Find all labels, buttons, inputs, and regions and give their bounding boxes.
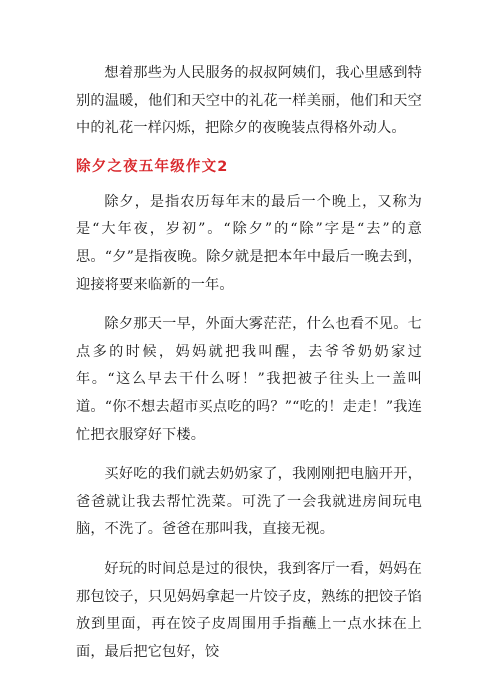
paragraph-4: 买好吃的我们就去奶奶家了，我刚刚把电脑开开，爸爸就让我去帮忙洗菜。可洗了一会我就进房间玩电脑，不洗了。爸爸在那叫我，直接无视。 (76, 466, 422, 538)
paragraph-1: 想着那些为人民服务的叔叔阿姨们，我心里感到特别的温暖，他们和天空中的礼花一样美丽，他们和天空中的礼花一样闪烁，把除夕的夜晚装点得格外动人。 (76, 65, 422, 137)
paragraph-2: 除夕，是指农历每年末的最后一个晚上，又称为是“大年夜，岁初”。“除夕”的“除”字是“去”的意思。“夕”是指夜晚。除夕就是把本年中最后一晚去到，迎接将要来临新的一年。 (76, 193, 422, 293)
section-heading: 除夕之夜五年级作文2 (76, 158, 229, 175)
paragraph-5: 好玩的时间总是过的很快，我到客厅一看，妈妈在那包饺子，只见妈妈拿起一片饺子皮，熟练的把饺子馅放到里面，再在饺子皮周围用手指蘸上一点水抹在上面，最后把它包好，饺 (76, 560, 422, 660)
document-body (76, 60, 422, 678)
paragraph-3: 除夕那天一早，外面大雾茫茫，什么也看不见。七点多的时候，妈妈就把我叫醒，去爷爷奶奶家过年。“这么早去干什么呀！”我把被子往头上一盖叫道。“你不想去超市买点吃的吗？”“吃的！走走！”我连忙把衣服穿好下楼。 (76, 316, 422, 443)
